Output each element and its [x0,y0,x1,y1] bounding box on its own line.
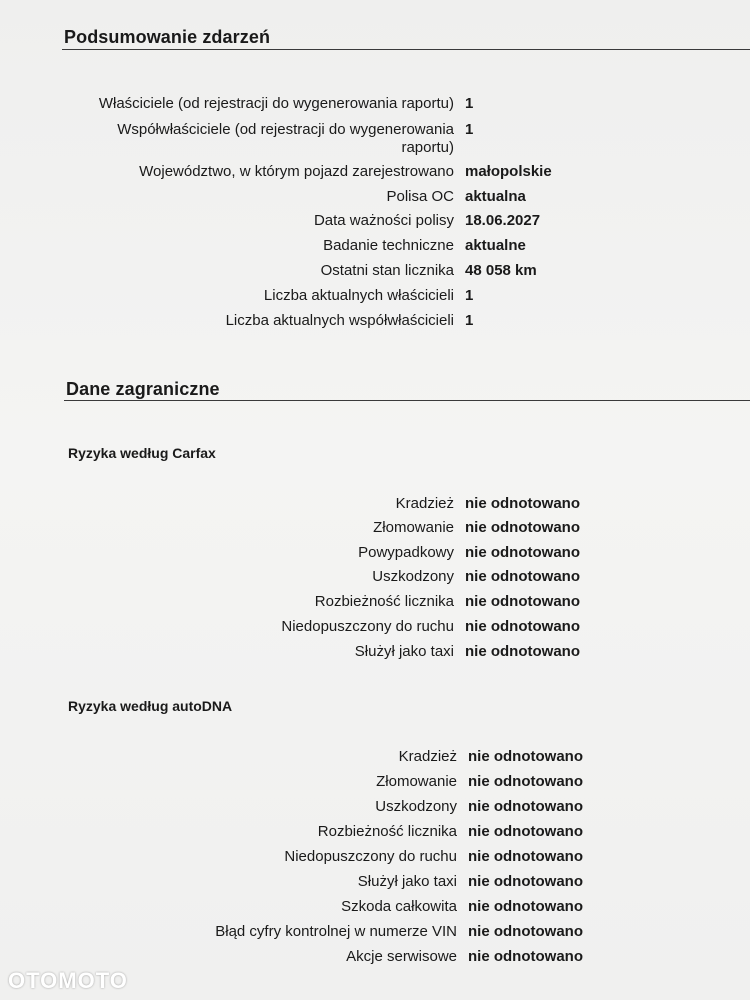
row-value: nie odnotowano [468,773,583,790]
row-value: nie odnotowano [465,519,580,536]
row-value: nie odnotowano [465,568,580,585]
row-value: 1 [465,95,474,112]
row-label: Liczba aktualnych właścicieli [263,287,454,304]
row-label: Szkoda całkowita [341,898,457,915]
row-label: Właściciele (od rejestracji do wygenerowania raportu) [98,95,454,112]
row-label: Kradzież [398,748,457,765]
row-label: Niedopuszczony do ruchu [281,618,454,635]
section-title-foreign: Dane zagraniczne [66,379,220,399]
row-value: aktualne [465,237,526,254]
row-label: Liczba aktualnych współwłaścicieli [225,312,454,329]
row-value: 1 [465,287,474,304]
row-value: nie odnotowano [465,643,580,660]
row-label: Rozbieżność licznika [314,593,454,610]
row-value: 1 [465,312,474,329]
row-value: nie odnotowano [468,848,583,865]
section-divider [64,400,750,401]
row-value: małopolskie [465,163,552,180]
row-value: nie odnotowano [468,898,583,915]
row-label: Niedopuszczony do ruchu [284,848,457,865]
row-label: Powypadkowy [358,544,454,561]
row-value: nie odnotowano [468,948,583,965]
row-label: Uszkodzony [372,568,454,585]
row-value: nie odnotowano [468,873,583,890]
row-label: Rozbieżność licznika [317,823,457,840]
row-label: Służył jako taxi [354,643,454,660]
row-value: 18.06.2027 [465,212,541,229]
row-label: Data ważności polisy [313,212,454,229]
row-value: 48 058 km [465,262,537,279]
row-label: Kradzież [395,495,454,512]
autodna-title: Ryzyka według autoDNA [68,698,233,714]
carfax-title: Ryzyka według Carfax [68,445,216,461]
row-value: aktualna [465,188,526,205]
row-value: nie odnotowano [468,748,583,765]
row-value: nie odnotowano [465,495,580,512]
row-label: Ostatni stan licznika [320,262,454,279]
row-label: Polisa OC [386,188,454,205]
row-value: nie odnotowano [465,593,580,610]
row-label: Akcje serwisowe [346,948,457,965]
row-value: 1 [465,121,474,138]
row-label: Błąd cyfry kontrolnej w numerze VIN [215,923,457,940]
row-label: Uszkodzony [375,798,457,815]
row-label: Służył jako taxi [357,873,457,890]
row-value: nie odnotowano [465,618,580,635]
section-divider [62,49,750,50]
row-label: Współwłaściciele (od rejestracji do wygenerowania raportu) [117,121,454,156]
row-label: Złomowanie [376,773,457,790]
row-label: Badanie techniczne [323,237,454,254]
otomoto-watermark: OTOMOTO [8,968,128,993]
row-value: nie odnotowano [465,544,580,561]
section-title-summary: Podsumowanie zdarzeń [64,27,271,47]
row-label: Województwo, w którym pojazd zarejestrowano [139,163,454,180]
row-label: Złomowanie [373,519,454,536]
row-value: nie odnotowano [468,798,583,815]
row-value: nie odnotowano [468,923,583,940]
row-value: nie odnotowano [468,823,583,840]
